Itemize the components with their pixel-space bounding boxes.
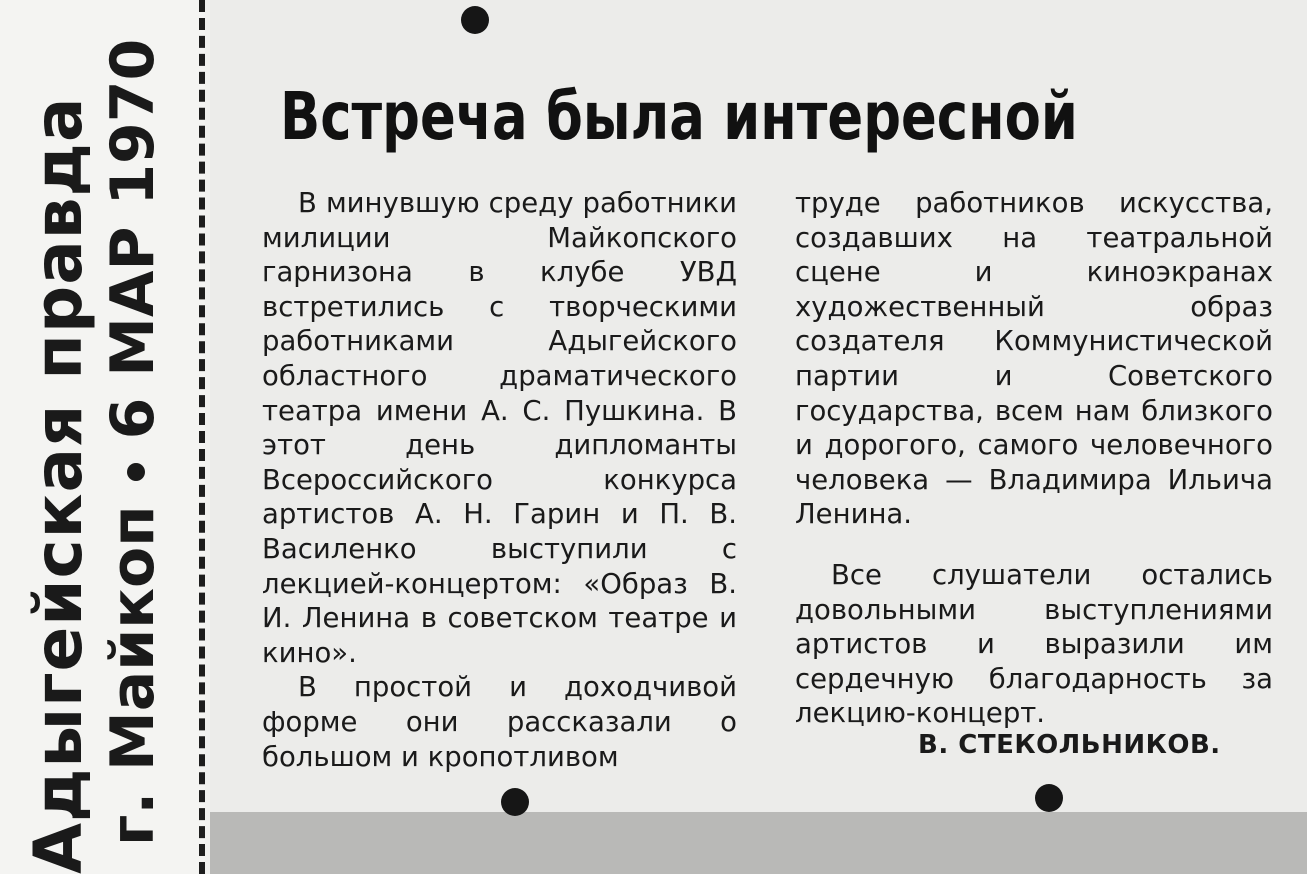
- article-paragraph: Все слушатели остались довольными выступлениями артистов и выразили им сердечную благодарность за лекцию-концерт.: [795, 558, 1273, 730]
- punch-hole-icon: [1035, 784, 1063, 812]
- stamp-dot-icon: [127, 463, 145, 481]
- stamp-city: г. Майкоп: [98, 505, 168, 846]
- punch-hole-icon: [501, 788, 529, 816]
- stamp-city-date: [98, 39, 168, 874]
- article-paragraph: В минувшую среду работники милиции Майкопского гарнизона в клубе УВД встретились с творческими работниками Адыгейского областного драматического театра имени А. С. Пушкина. В этот день дипломанты Всероссийского конкурса артистов А. Н. Гарин и П. В. Василенко выступили с лекцией-концертом: «Образ В. И. Ленина в советском театре и кино».: [262, 187, 737, 669]
- newspaper-stamp: [20, 39, 168, 874]
- article-column-right: [795, 186, 1273, 731]
- punch-hole-icon: [461, 6, 489, 34]
- article-paragraph-continued: труде работников искусства, создавших на театральной сцене и киноэкранах художественный образ создателя Коммунистической партии и Советского государства, всем нам близкого и дорогого, самого человечного человека — Владимира Ильича Ленина.: [795, 187, 1273, 531]
- scissor-cut-line: [199, 0, 205, 874]
- article-headline: Встреча была интересной: [280, 78, 1078, 155]
- author-signature: В. СТЕКОЛЬНИКОВ.: [918, 730, 1221, 760]
- stamp-date: 6 МАР 1970: [98, 38, 168, 440]
- stamp-newspaper-name: Адыгейская правда: [20, 96, 97, 874]
- article-column-left: [262, 186, 737, 774]
- bottom-shadow-band: [210, 812, 1307, 874]
- article-paragraph: В простой и доходчивой форме они рассказали о большом и кропотливом: [262, 671, 737, 773]
